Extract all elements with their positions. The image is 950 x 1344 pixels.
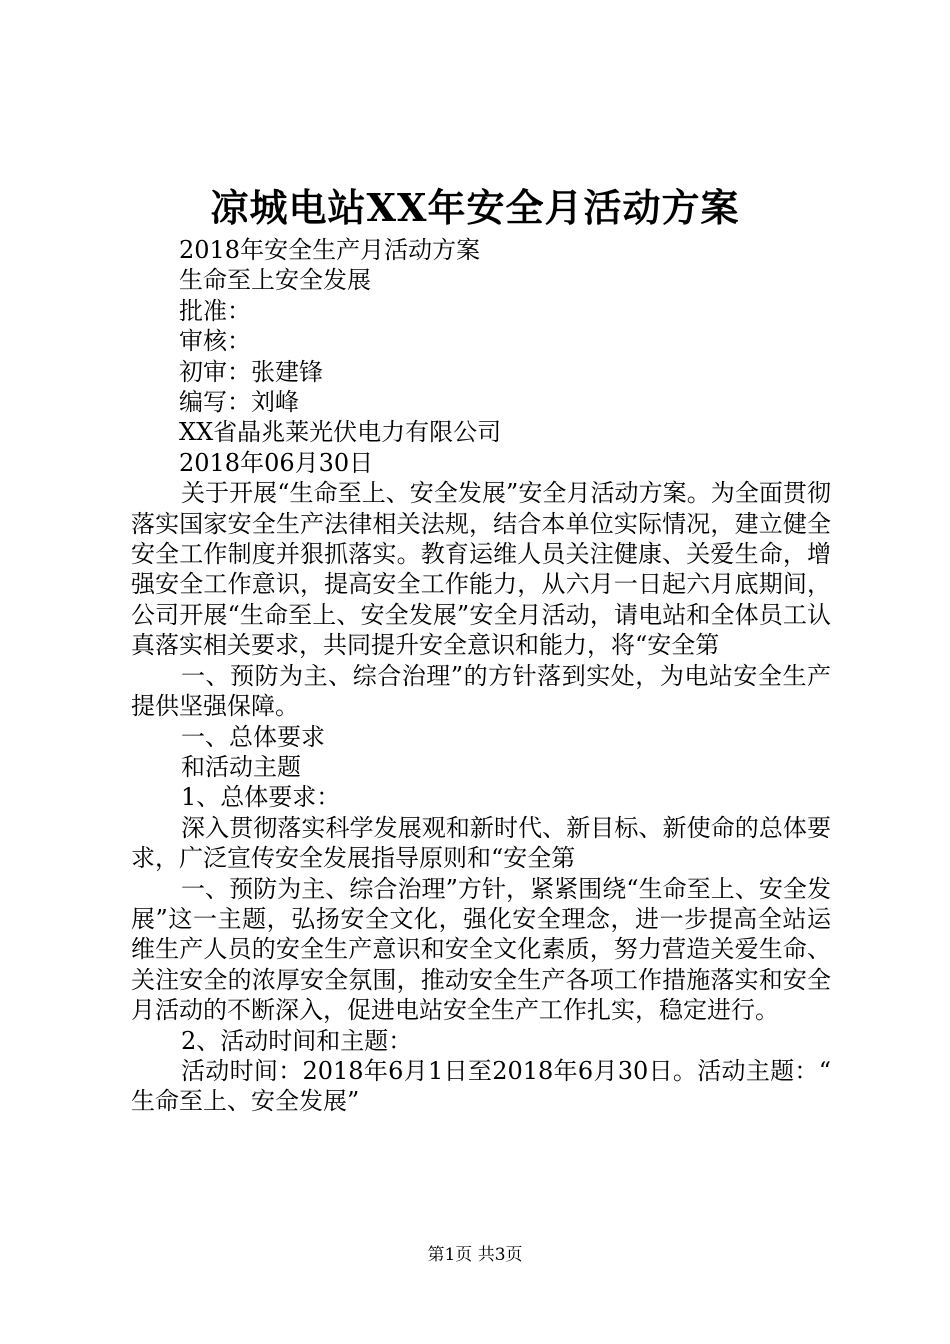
header-line-company: XX省晶兆莱光伏电力有限公司 <box>179 418 502 447</box>
header-line-date: 2018年06月30日 <box>179 448 374 477</box>
paragraph-policy: 一、预防为主、综合治理”的方针落到实处，为电站安全生产提供坚强保障。 <box>131 661 831 721</box>
header-line-plan-name: 2018年安全生产月活动方案 <box>179 236 481 264</box>
section-heading-theme: 和活动主题 <box>181 752 301 781</box>
document-title: 凉城电站XX年安全月活动方案 <box>210 185 740 230</box>
document-body <box>131 235 831 1117</box>
header-line-slogan: 生命至上安全发展 <box>179 266 371 295</box>
subsection-heading-time-theme: 2、活动时间和主题： <box>181 1026 413 1055</box>
page-footer: 第1页 共3页 <box>427 1245 523 1265</box>
header-line-initial-review: 初审：张建锋 <box>179 357 323 386</box>
header-line-approval: 批准： <box>179 296 251 325</box>
subsection-heading-requirements: 1、总体要求： <box>181 783 341 812</box>
header-line-review: 审核： <box>179 327 251 356</box>
paragraph-intro: 关于开展“生命至上、安全发展”安全月活动方案。为全面贯彻落实国家安全生产法律相关法规，结合本单位实际情况，建立健全安全工作制度并狠抓落实。教育运维人员关注健康、关爱生命，增强安全工作意识，提高安全工作能力，从六月一日起六月底期间，公司开展“生命至上、安全发展”安全月活动，请电站和全体员工认真落实相关要求，共同提升安全意识和能力，将“安全第 <box>131 479 831 660</box>
section-heading-general: 一、总体要求 <box>181 722 325 751</box>
header-line-author: 编写：刘峰 <box>179 388 299 417</box>
paragraph-guideline: 一、预防为主、综合治理”方针，紧紧围绕“生命至上、安全发展”这一主题，弘扬安全文化，强化安全理念，进一步提高全站运维生产人员的安全生产意识和安全文化素质，努力营造关爱生命、关注安全的浓厚安全氛围，推动安全生产各项工作措施落实和安全月活动的不断深入，促进电站安全生产工作扎实，稳定进行。 <box>131 874 831 1025</box>
paragraph-time-theme: 活动时间：2018年6月1日至2018年6月30日。活动主题：“生命至上、安全发展” <box>131 1056 831 1116</box>
paragraph-requirements: 深入贯彻落实科学发展观和新时代、新目标、新使命的总体要求，广泛宣传安全发展指导原则和“安全第 <box>131 813 831 873</box>
